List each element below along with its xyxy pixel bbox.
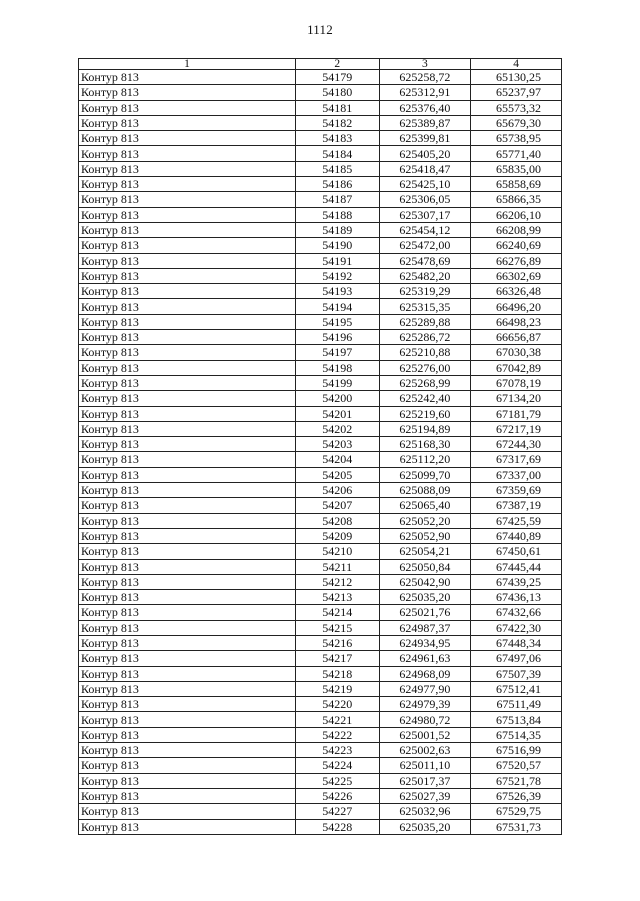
x-coordinate-cell: 625042,90 (379, 574, 471, 589)
contour-name-cell: Контур 813 (79, 528, 296, 543)
y-coordinate-cell: 65858,69 (471, 177, 562, 192)
table-row (79, 804, 562, 819)
table-row (79, 590, 562, 605)
y-coordinate-cell: 65866,35 (471, 192, 562, 207)
table-row (79, 697, 562, 712)
table-row (79, 437, 562, 452)
contour-name-cell: Контур 813 (79, 238, 296, 253)
x-coordinate-cell: 625472,00 (379, 238, 471, 253)
y-coordinate-cell: 67529,75 (471, 804, 562, 819)
x-coordinate-cell: 625219,60 (379, 406, 471, 421)
table-row (79, 268, 562, 283)
x-coordinate-cell: 625194,89 (379, 421, 471, 436)
contour-name-cell: Контур 813 (79, 467, 296, 482)
point-number-cell: 54218 (296, 666, 380, 681)
point-number-cell: 54225 (296, 773, 380, 788)
y-coordinate-cell: 67042,89 (471, 360, 562, 375)
x-coordinate-cell: 625054,21 (379, 544, 471, 559)
table-row (79, 314, 562, 329)
point-number-cell: 54207 (296, 498, 380, 513)
contour-name-cell: Контур 813 (79, 498, 296, 513)
y-coordinate-cell: 67217,19 (471, 421, 562, 436)
x-coordinate-cell: 625286,72 (379, 330, 471, 345)
point-number-cell: 54209 (296, 528, 380, 543)
point-number-cell: 54203 (296, 437, 380, 452)
contour-name-cell: Контур 813 (79, 712, 296, 727)
y-coordinate-cell: 65835,00 (471, 161, 562, 176)
x-coordinate-cell: 625168,30 (379, 437, 471, 452)
point-number-cell: 54194 (296, 299, 380, 314)
y-coordinate-cell: 67450,61 (471, 544, 562, 559)
coordinates-table (78, 58, 562, 835)
point-number-cell: 54221 (296, 712, 380, 727)
y-coordinate-cell: 67511,49 (471, 697, 562, 712)
y-coordinate-cell: 67422,30 (471, 620, 562, 635)
point-number-cell: 54215 (296, 620, 380, 635)
contour-name-cell: Контур 813 (79, 437, 296, 452)
y-coordinate-cell: 66208,99 (471, 222, 562, 237)
table-row (79, 574, 562, 589)
point-number-cell: 54191 (296, 253, 380, 268)
x-coordinate-cell: 625307,17 (379, 207, 471, 222)
y-coordinate-cell: 66326,48 (471, 284, 562, 299)
contour-name-cell: Контур 813 (79, 559, 296, 574)
table-row (79, 498, 562, 513)
x-coordinate-cell: 625306,05 (379, 192, 471, 207)
table-row (79, 192, 562, 207)
table-row (79, 207, 562, 222)
x-coordinate-cell: 625315,35 (379, 299, 471, 314)
point-number-cell: 54184 (296, 146, 380, 161)
x-coordinate-cell: 625399,81 (379, 131, 471, 146)
y-coordinate-cell: 65679,30 (471, 115, 562, 130)
contour-name-cell: Контур 813 (79, 452, 296, 467)
contour-name-cell: Контур 813 (79, 590, 296, 605)
contour-name-cell: Контур 813 (79, 100, 296, 115)
contour-name-cell: Контур 813 (79, 391, 296, 406)
table-row (79, 131, 562, 146)
contour-name-cell: Контур 813 (79, 697, 296, 712)
table-row (79, 467, 562, 482)
y-coordinate-cell: 65237,97 (471, 85, 562, 100)
x-coordinate-cell: 625276,00 (379, 360, 471, 375)
contour-name-cell: Контур 813 (79, 375, 296, 390)
y-coordinate-cell: 66656,87 (471, 330, 562, 345)
contour-name-cell: Контур 813 (79, 253, 296, 268)
table-row (79, 161, 562, 176)
table-row (79, 544, 562, 559)
y-coordinate-cell: 67425,59 (471, 513, 562, 528)
y-coordinate-cell: 66496,20 (471, 299, 562, 314)
contour-name-cell: Контур 813 (79, 544, 296, 559)
x-coordinate-cell: 625035,20 (379, 590, 471, 605)
contour-name-cell: Контур 813 (79, 268, 296, 283)
x-coordinate-cell: 625002,63 (379, 743, 471, 758)
table-row (79, 222, 562, 237)
x-coordinate-cell: 625482,20 (379, 268, 471, 283)
point-number-cell: 54181 (296, 100, 380, 115)
point-number-cell: 54202 (296, 421, 380, 436)
table-row (79, 375, 562, 390)
point-number-cell: 54182 (296, 115, 380, 130)
y-coordinate-cell: 65573,32 (471, 100, 562, 115)
contour-name-cell: Контур 813 (79, 758, 296, 773)
y-coordinate-cell: 66206,10 (471, 207, 562, 222)
x-coordinate-cell: 625289,88 (379, 314, 471, 329)
point-number-cell: 54183 (296, 131, 380, 146)
table-row (79, 651, 562, 666)
contour-name-cell: Контур 813 (79, 513, 296, 528)
contour-name-cell: Контур 813 (79, 819, 296, 834)
y-coordinate-cell: 66276,89 (471, 253, 562, 268)
point-number-cell: 54216 (296, 635, 380, 650)
contour-name-cell: Контур 813 (79, 161, 296, 176)
contour-name-cell: Контур 813 (79, 85, 296, 100)
y-coordinate-cell: 66302,69 (471, 268, 562, 283)
y-coordinate-cell: 67359,69 (471, 483, 562, 498)
point-number-cell: 54198 (296, 360, 380, 375)
contour-name-cell: Контур 813 (79, 681, 296, 696)
header-col-1: 1 (79, 59, 296, 70)
table-row (79, 743, 562, 758)
contour-name-cell: Контур 813 (79, 177, 296, 192)
point-number-cell: 54179 (296, 70, 380, 85)
x-coordinate-cell: 625418,47 (379, 161, 471, 176)
table-row (79, 605, 562, 620)
contour-name-cell: Контур 813 (79, 651, 296, 666)
x-coordinate-cell: 625454,12 (379, 222, 471, 237)
point-number-cell: 54206 (296, 483, 380, 498)
y-coordinate-cell: 67531,73 (471, 819, 562, 834)
y-coordinate-cell: 66498,23 (471, 314, 562, 329)
point-number-cell: 54190 (296, 238, 380, 253)
contour-name-cell: Контур 813 (79, 773, 296, 788)
y-coordinate-cell: 65738,95 (471, 131, 562, 146)
contour-name-cell: Контур 813 (79, 131, 296, 146)
y-coordinate-cell: 67030,38 (471, 345, 562, 360)
contour-name-cell: Контур 813 (79, 605, 296, 620)
point-number-cell: 54201 (296, 406, 380, 421)
table-row (79, 788, 562, 803)
y-coordinate-cell: 67440,89 (471, 528, 562, 543)
x-coordinate-cell: 624987,37 (379, 620, 471, 635)
contour-name-cell: Контур 813 (79, 406, 296, 421)
point-number-cell: 54185 (296, 161, 380, 176)
contour-name-cell: Контур 813 (79, 222, 296, 237)
point-number-cell: 54199 (296, 375, 380, 390)
contour-name-cell: Контур 813 (79, 360, 296, 375)
y-coordinate-cell: 65771,40 (471, 146, 562, 161)
x-coordinate-cell: 624980,72 (379, 712, 471, 727)
page-number: 1112 (307, 22, 333, 37)
point-number-cell: 54223 (296, 743, 380, 758)
contour-name-cell: Контур 813 (79, 804, 296, 819)
table-row (79, 406, 562, 421)
y-coordinate-cell: 67445,44 (471, 559, 562, 574)
x-coordinate-cell: 625052,20 (379, 513, 471, 528)
point-number-cell: 54214 (296, 605, 380, 620)
header-col-3: 3 (379, 59, 471, 70)
y-coordinate-cell: 66240,69 (471, 238, 562, 253)
table-row (79, 100, 562, 115)
point-number-cell: 54220 (296, 697, 380, 712)
y-coordinate-cell: 67520,57 (471, 758, 562, 773)
table-row (79, 360, 562, 375)
table-header (79, 59, 562, 70)
x-coordinate-cell: 625050,84 (379, 559, 471, 574)
x-coordinate-cell: 625088,09 (379, 483, 471, 498)
table-row (79, 253, 562, 268)
point-number-cell: 54211 (296, 559, 380, 574)
point-number-cell: 54210 (296, 544, 380, 559)
point-number-cell: 54213 (296, 590, 380, 605)
table-row (79, 528, 562, 543)
table-row (79, 146, 562, 161)
contour-name-cell: Контур 813 (79, 635, 296, 650)
y-coordinate-cell: 67513,84 (471, 712, 562, 727)
contour-name-cell: Контур 813 (79, 115, 296, 130)
table-row (79, 177, 562, 192)
point-number-cell: 54208 (296, 513, 380, 528)
y-coordinate-cell: 67497,06 (471, 651, 562, 666)
x-coordinate-cell: 625001,52 (379, 727, 471, 742)
point-number-cell: 54196 (296, 330, 380, 345)
table-row (79, 330, 562, 345)
x-coordinate-cell: 625425,10 (379, 177, 471, 192)
y-coordinate-cell: 67181,79 (471, 406, 562, 421)
contour-name-cell: Контур 813 (79, 330, 296, 345)
x-coordinate-cell: 625389,87 (379, 115, 471, 130)
contour-name-cell: Контур 813 (79, 284, 296, 299)
point-number-cell: 54195 (296, 314, 380, 329)
x-coordinate-cell: 624968,09 (379, 666, 471, 681)
y-coordinate-cell: 67387,19 (471, 498, 562, 513)
point-number-cell: 54192 (296, 268, 380, 283)
x-coordinate-cell: 625258,72 (379, 70, 471, 85)
y-coordinate-cell: 67514,35 (471, 727, 562, 742)
y-coordinate-cell: 67516,99 (471, 743, 562, 758)
contour-name-cell: Контур 813 (79, 483, 296, 498)
x-coordinate-cell: 625032,96 (379, 804, 471, 819)
x-coordinate-cell: 625405,20 (379, 146, 471, 161)
y-coordinate-cell: 67244,30 (471, 437, 562, 452)
table-row (79, 391, 562, 406)
contour-name-cell: Контур 813 (79, 727, 296, 742)
table-row (79, 620, 562, 635)
y-coordinate-cell: 67436,13 (471, 590, 562, 605)
table-row (79, 712, 562, 727)
table-row (79, 819, 562, 834)
point-number-cell: 54197 (296, 345, 380, 360)
x-coordinate-cell: 625112,20 (379, 452, 471, 467)
x-coordinate-cell: 625035,20 (379, 819, 471, 834)
contour-name-cell: Контур 813 (79, 421, 296, 436)
table-row (79, 666, 562, 681)
y-coordinate-cell: 67078,19 (471, 375, 562, 390)
contour-name-cell: Контур 813 (79, 666, 296, 681)
y-coordinate-cell: 67439,25 (471, 574, 562, 589)
table-row (79, 115, 562, 130)
x-coordinate-cell: 625052,90 (379, 528, 471, 543)
table-row (79, 238, 562, 253)
y-coordinate-cell: 67317,69 (471, 452, 562, 467)
point-number-cell: 54222 (296, 727, 380, 742)
y-coordinate-cell: 67521,78 (471, 773, 562, 788)
table-row (79, 421, 562, 436)
x-coordinate-cell: 625065,40 (379, 498, 471, 513)
point-number-cell: 54200 (296, 391, 380, 406)
contour-name-cell: Контур 813 (79, 743, 296, 758)
x-coordinate-cell: 625478,69 (379, 253, 471, 268)
contour-name-cell: Контур 813 (79, 70, 296, 85)
x-coordinate-cell: 624934,95 (379, 635, 471, 650)
table-row (79, 559, 562, 574)
table-row (79, 85, 562, 100)
x-coordinate-cell: 625017,37 (379, 773, 471, 788)
x-coordinate-cell: 624979,39 (379, 697, 471, 712)
point-number-cell: 54226 (296, 788, 380, 803)
point-number-cell: 54205 (296, 467, 380, 482)
header-col-4: 4 (471, 59, 562, 70)
point-number-cell: 54189 (296, 222, 380, 237)
point-number-cell: 54187 (296, 192, 380, 207)
point-number-cell: 54204 (296, 452, 380, 467)
contour-name-cell: Контур 813 (79, 788, 296, 803)
table-row (79, 452, 562, 467)
y-coordinate-cell: 67134,20 (471, 391, 562, 406)
table-row (79, 635, 562, 650)
x-coordinate-cell: 624977,90 (379, 681, 471, 696)
x-coordinate-cell: 625021,76 (379, 605, 471, 620)
x-coordinate-cell: 625268,99 (379, 375, 471, 390)
header-col-2: 2 (296, 59, 380, 70)
table-row (79, 758, 562, 773)
contour-name-cell: Контур 813 (79, 314, 296, 329)
contour-name-cell: Контур 813 (79, 620, 296, 635)
table-body (79, 70, 562, 835)
table-row (79, 513, 562, 528)
header-row (79, 59, 562, 70)
contour-name-cell: Контур 813 (79, 207, 296, 222)
y-coordinate-cell: 67507,39 (471, 666, 562, 681)
point-number-cell: 54227 (296, 804, 380, 819)
y-coordinate-cell: 67448,34 (471, 635, 562, 650)
y-coordinate-cell: 65130,25 (471, 70, 562, 85)
point-number-cell: 54188 (296, 207, 380, 222)
x-coordinate-cell: 625210,88 (379, 345, 471, 360)
point-number-cell: 54224 (296, 758, 380, 773)
y-coordinate-cell: 67526,39 (471, 788, 562, 803)
y-coordinate-cell: 67512,41 (471, 681, 562, 696)
point-number-cell: 54217 (296, 651, 380, 666)
x-coordinate-cell: 625242,40 (379, 391, 471, 406)
table-row (79, 70, 562, 85)
x-coordinate-cell: 625312,91 (379, 85, 471, 100)
x-coordinate-cell: 625099,70 (379, 467, 471, 482)
table-row (79, 773, 562, 788)
point-number-cell: 54193 (296, 284, 380, 299)
contour-name-cell: Контур 813 (79, 299, 296, 314)
contour-name-cell: Контур 813 (79, 146, 296, 161)
table-row (79, 345, 562, 360)
point-number-cell: 54212 (296, 574, 380, 589)
x-coordinate-cell: 625376,40 (379, 100, 471, 115)
table-row (79, 299, 562, 314)
table-row (79, 284, 562, 299)
x-coordinate-cell: 625027,39 (379, 788, 471, 803)
point-number-cell: 54228 (296, 819, 380, 834)
x-coordinate-cell: 625011,10 (379, 758, 471, 773)
point-number-cell: 54186 (296, 177, 380, 192)
x-coordinate-cell: 625319,29 (379, 284, 471, 299)
contour-name-cell: Контур 813 (79, 574, 296, 589)
table-row (79, 727, 562, 742)
contour-name-cell: Контур 813 (79, 345, 296, 360)
point-number-cell: 54180 (296, 85, 380, 100)
contour-name-cell: Контур 813 (79, 192, 296, 207)
table-row (79, 483, 562, 498)
y-coordinate-cell: 67337,00 (471, 467, 562, 482)
table-row (79, 681, 562, 696)
x-coordinate-cell: 624961,63 (379, 651, 471, 666)
point-number-cell: 54219 (296, 681, 380, 696)
y-coordinate-cell: 67432,66 (471, 605, 562, 620)
